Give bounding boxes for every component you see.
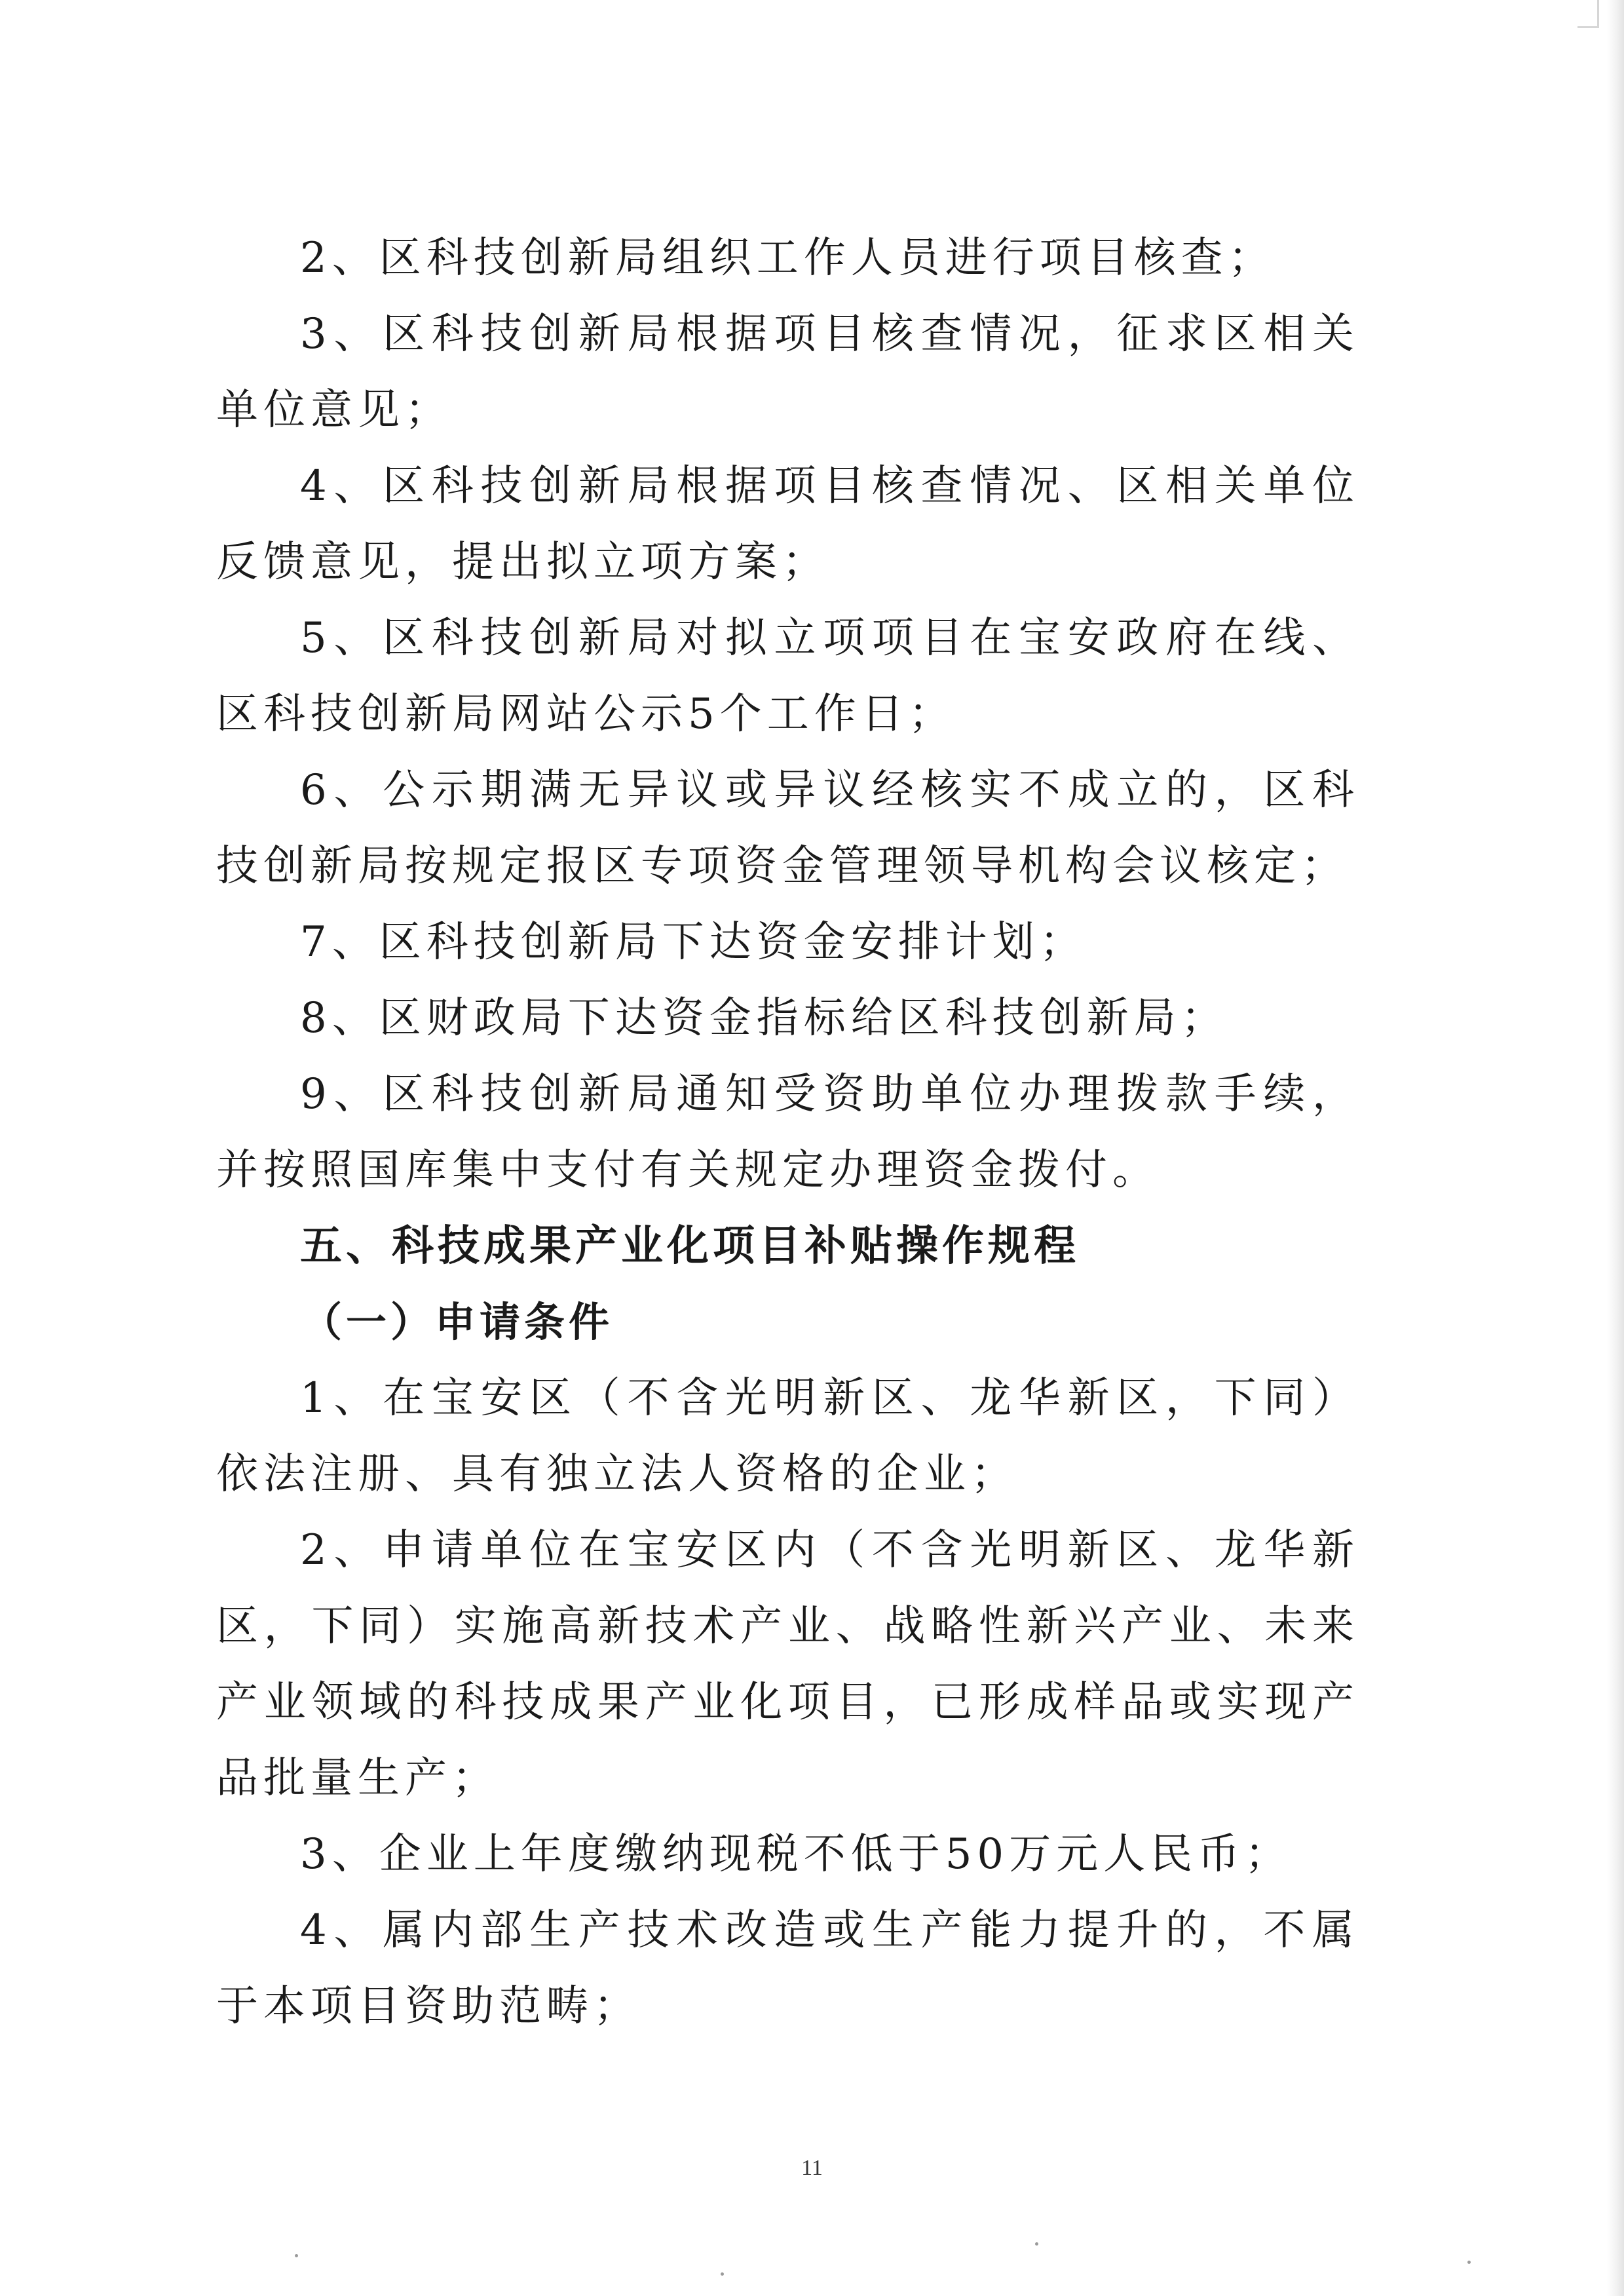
procedure-step-5: 5、区科技创新局对拟立项项目在宝安政府在线、区科技创新局网站公示5个工作日； [216, 614, 1359, 738]
corner-mark [1577, 0, 1599, 28]
scan-edge [1607, 0, 1624, 2296]
scan-speck [295, 2254, 298, 2257]
procedure-step-8: 8、区财政局下达资金指标给区科技创新局； [300, 994, 1228, 1043]
procedure-step-7: 7、区科技创新局下达资金安排计划； [300, 918, 1087, 966]
condition-3: 3、企业上年度缴纳现税不低于50万元人民币； [300, 1830, 1293, 1879]
section-heading: 五、科技成果产业化项目补贴操作规程 [300, 1222, 1080, 1271]
condition-1: 1、在宝安区（不含光明新区、龙华新区，下同）依法注册、具有独立法人资格的企业； [216, 1374, 1359, 1499]
page-number: 11 [801, 2156, 823, 2180]
condition-2: 2、申请单位在宝安区内（不含光明新区、龙华新区，下同）实施高新技术产业、战略性新兴产业、未来产业领域的科技成果产业化项目，已形成样品或实现产品批量生产； [216, 1526, 1359, 1803]
procedure-step-3: 3、区科技创新局根据项目核查情况，征求区相关单位意见； [216, 310, 1359, 434]
subsection-heading: （一）申请条件 [301, 1298, 614, 1346]
document-body [216, 220, 1359, 2044]
procedure-step-2: 2、区科技创新局组织工作人员进行项目核查； [300, 234, 1275, 282]
scan-speck [1035, 2242, 1038, 2246]
condition-4: 4、属内部生产技术改造或生产能力提升的，不属于本项目资助范畴； [216, 1906, 1359, 2031]
procedure-step-9: 9、区科技创新局通知受资助单位办理拨款手续，并按照国库集中支付有关规定办理资金拨付。 [216, 1070, 1359, 1195]
scan-speck [1467, 2261, 1471, 2264]
procedure-step-4: 4、区科技创新局根据项目核查情况、区相关单位反馈意见，提出拟立项方案； [216, 462, 1359, 586]
procedure-step-6: 6、公示期满无异议或异议经核实不成立的，区科技创新局按规定报区专项资金管理领导机构会议核定； [216, 766, 1359, 890]
scan-speck [721, 2272, 724, 2276]
